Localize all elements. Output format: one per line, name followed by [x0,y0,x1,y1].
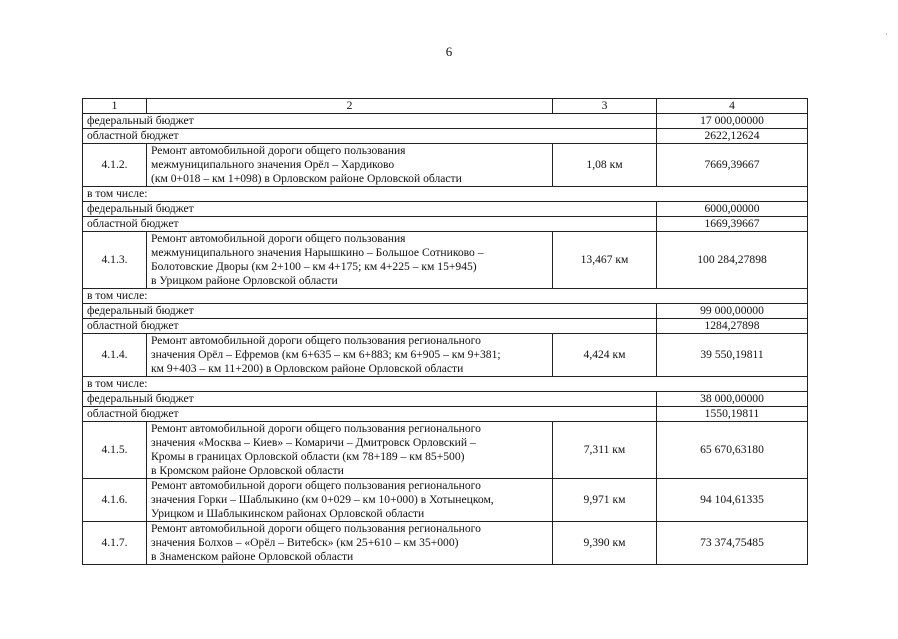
budget-amount: 1669,39667 [657,217,808,232]
budget-amount: 6000,00000 [657,202,808,217]
table-body [83,99,808,565]
item-row [83,232,808,289]
item-description [147,422,553,479]
item-row [83,144,808,187]
budget-amount: 1284,27898 [657,319,808,334]
item-description [147,522,553,565]
item-amount: 73 374,75485 [657,522,808,565]
note-row [83,187,808,202]
budget-amount: 1550,19811 [657,407,808,422]
budget-amount: 99 000,00000 [657,304,808,319]
item-length: 13,467 км [553,232,657,289]
budget-label: федеральный бюджет [83,114,657,129]
description-line: Болотовские Дворы (км 2+100 – км 4+175; км 4+225 – км 15+945) [151,260,477,273]
budget-table [82,98,808,565]
item-length: 7,311 км [553,422,657,479]
description-line: км 9+403 – км 11+200) в Орловском районе Орловской области [151,362,464,375]
description-line: Ремонт автомобильной дороги общего пользования регионального [151,334,481,347]
item-description [147,144,553,187]
description-line: межмуниципального значения Орёл – Хардиково [151,158,395,171]
item-number: 4.1.7. [83,522,147,565]
description-line: межмуниципального значения Нарышкино – Большое Сотниково – [151,246,484,259]
budget-label: областной бюджет [83,407,657,422]
description-line: значения Болхов – «Орёл – Витебск» (км 25+610 – км 35+000) [151,536,459,549]
header-cell: 4 [657,99,808,114]
item-amount: 7669,39667 [657,144,808,187]
item-amount: 39 550,19811 [657,334,808,377]
description-line: значения Орёл – Ефремов (км 6+635 – км 6+883; км 6+905 – км 9+381; [151,348,501,361]
item-description [147,479,553,522]
budget-label: областной бюджет [83,217,657,232]
budget-row [83,319,808,334]
item-amount: 94 104,61335 [657,479,808,522]
budget-label: федеральный бюджет [83,392,657,407]
description-line: в Урицком районе Орловской области [151,274,338,287]
note-row [83,289,808,304]
budget-row [83,129,808,144]
description-line: Ремонт автомобильной дороги общего пользования [151,232,406,245]
header-cell: 3 [553,99,657,114]
description-line: (км 0+018 – км 1+098) в Орловском районе Орловской области [151,172,462,185]
description-line: в Кромском районе Орловской области [151,464,344,477]
budget-amount: 2622,12624 [657,129,808,144]
note-row [83,377,808,392]
budget-row [83,304,808,319]
item-row [83,334,808,377]
description-line: значения Горки – Шаблыкино (км 0+029 – км 10+000) в Хотынецком, [151,493,494,506]
description-line: Ремонт автомобильной дороги общего пользования регионального [151,522,481,535]
page-number: 6 [445,44,453,59]
item-length: 9,971 км [553,479,657,522]
item-row [83,479,808,522]
item-number: 4.1.4. [83,334,147,377]
budget-row [83,217,808,232]
item-number: 4.1.5. [83,422,147,479]
header-cell: 1 [83,99,147,114]
item-row [83,422,808,479]
note-label: в том числе: [83,289,808,304]
item-amount: 65 670,63180 [657,422,808,479]
item-description [147,232,553,289]
scan-speck: · [885,30,888,39]
description-line: Ремонт автомобильной дороги общего пользования регионального [151,479,481,492]
table-header-row [83,99,808,114]
item-number: 4.1.3. [83,232,147,289]
budget-label: областной бюджет [83,319,657,334]
budget-amount: 17 000,00000 [657,114,808,129]
item-amount: 100 284,27898 [657,232,808,289]
description-line: значения «Москва – Киев» – Комаричи – Дмитровск Орловский – [151,436,476,449]
note-label: в том числе: [83,187,808,202]
budget-label: федеральный бюджет [83,304,657,319]
description-line: Урицком и Шаблыкинском районах Орловской области [151,507,425,520]
item-row [83,522,808,565]
note-label: в том числе: [83,377,808,392]
description-line: Ремонт автомобильной дороги общего пользования регионального [151,422,481,435]
budget-row [83,202,808,217]
description-line: Кромы в границах Орловской области (км 78+189 – км 85+500) [151,450,465,463]
budget-row [83,114,808,129]
item-length: 4,424 км [553,334,657,377]
budget-row [83,407,808,422]
item-length: 9,390 км [553,522,657,565]
item-length: 1,08 км [553,144,657,187]
budget-label: федеральный бюджет [83,202,657,217]
budget-label: областной бюджет [83,129,657,144]
item-number: 4.1.2. [83,144,147,187]
budget-amount: 38 000,00000 [657,392,808,407]
header-cell: 2 [147,99,553,114]
item-description [147,334,553,377]
budget-row [83,392,808,407]
item-number: 4.1.6. [83,479,147,522]
description-line: Ремонт автомобильной дороги общего пользования [151,144,406,157]
description-line: в Знаменском районе Орловской области [151,550,354,563]
